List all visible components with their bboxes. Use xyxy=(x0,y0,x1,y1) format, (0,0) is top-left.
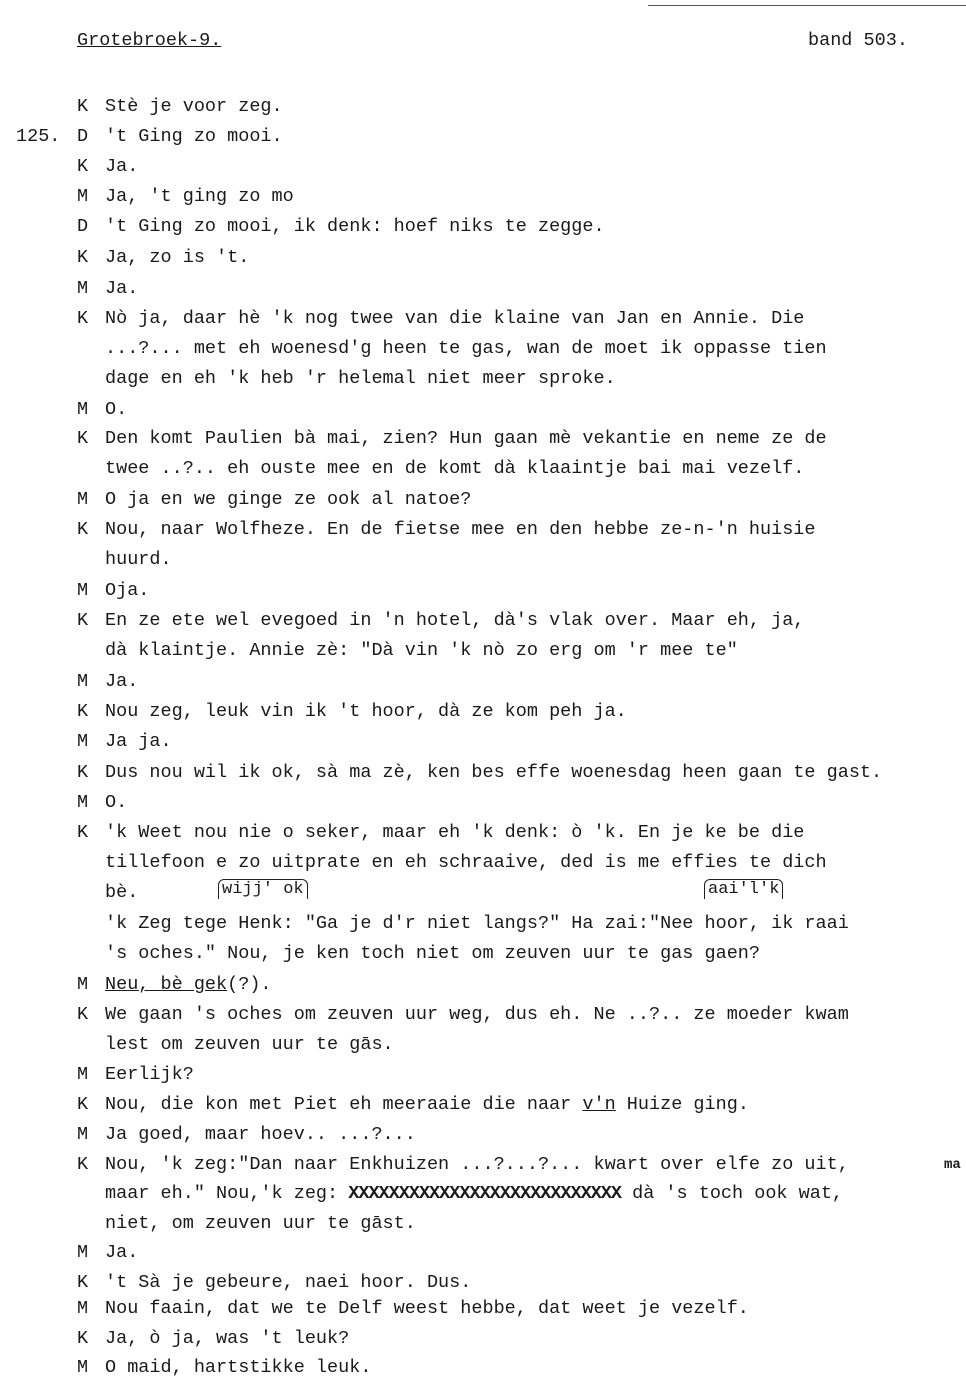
transcript-line xyxy=(77,1272,471,1294)
utterance-text: Ja, ò ja, was 't leuk? xyxy=(105,1328,350,1349)
underlined-phrase: v'n xyxy=(582,1094,616,1115)
speaker-label: M xyxy=(77,731,89,752)
transcript-line xyxy=(77,489,471,511)
insertion-bracket-left: wijj' ok xyxy=(218,880,308,899)
transcript-line xyxy=(77,247,249,269)
speaker-label: M xyxy=(77,186,89,207)
transcript-line xyxy=(77,792,127,814)
transcript-line xyxy=(77,1004,849,1026)
utterance-text: Eerlijk? xyxy=(105,1064,194,1085)
utterance-text: lest om zeuven uur te gās. xyxy=(105,1034,394,1055)
utterance-text: tillefoon e zo uitprate en eh schraaive, ded is me effies te dich xyxy=(105,852,827,873)
speaker-label: K xyxy=(77,519,89,540)
utterance-text: 'k Weet nou nie o seker, maar eh 'k denk: ò 'k. En je ke be die xyxy=(105,822,805,843)
transcript-line xyxy=(77,1094,749,1116)
transcript-line xyxy=(77,278,138,300)
transcript-line xyxy=(77,1357,371,1379)
utterance-text: Neu, bè gek(?). xyxy=(105,974,272,995)
utterance-text: Oja. xyxy=(105,580,150,601)
utterance-text: O. xyxy=(105,792,128,813)
speaker-label: K xyxy=(77,308,89,329)
utterance-text: Dus nou wil ik ok, sà ma zè, ken bes effe woenesdag heen gaan te gast. xyxy=(105,762,883,783)
utterance-text: Nou, naar Wolfheze. En de fietse mee en den hebbe ze-n-'n huisie xyxy=(105,519,816,540)
utterance-text: O ja en we ginge ze ook al natoe? xyxy=(105,489,472,510)
transcript-line xyxy=(105,1183,843,1205)
speaker-label: K xyxy=(77,428,89,449)
transcript-line xyxy=(105,1213,416,1235)
transcript-line xyxy=(105,640,738,662)
utterance-text: Ja. xyxy=(105,278,139,299)
transcript-line xyxy=(77,308,804,330)
speaker-label: M xyxy=(77,489,89,510)
speaker-label: M xyxy=(77,974,89,995)
utterance-text: Nou, die kon met Piet eh meeraaie die naar v'n Huize ging. xyxy=(105,1094,749,1115)
transcript-line xyxy=(105,943,760,965)
top-rule xyxy=(648,5,966,6)
speaker-label: M xyxy=(77,1298,89,1319)
margin-edge-mark: ma xyxy=(944,1157,961,1173)
speaker-label: K xyxy=(77,701,89,722)
speaker-label: K xyxy=(77,156,89,177)
utterance-text: Nou, 'k zeg:"Dan naar Enkhuizen ...?...?... kwart over elfe zo uit, xyxy=(105,1154,849,1175)
utterance-text: dà 's toch ook wat, xyxy=(621,1183,844,1204)
transcript-line xyxy=(77,762,882,784)
speaker-label: K xyxy=(77,1154,89,1175)
transcript-line xyxy=(77,156,138,178)
speaker-label: M xyxy=(77,1124,89,1145)
transcript-line xyxy=(77,701,627,723)
transcript-line xyxy=(77,610,804,632)
speaker-label: K xyxy=(77,762,89,783)
transcript-line xyxy=(105,549,172,571)
transcript-line xyxy=(77,428,827,450)
transcript-line xyxy=(77,519,816,541)
transcript-line xyxy=(77,96,283,118)
transcript-line xyxy=(77,216,605,238)
insertion-bracket-right: aai'l'k xyxy=(704,880,783,899)
underlined-phrase: Neu, bè gek xyxy=(105,974,228,995)
utterance-text: 's oches." Nou, je ken toch niet om zeuven uur te gas gaen? xyxy=(105,943,761,964)
utterance-text: Den komt Paulien bà mai, zien? Hun gaan mè vekantie en neme ze de xyxy=(105,428,827,449)
utterance-text: O. xyxy=(105,399,128,420)
utterance-text: maar eh." Nou,'k zeg: xyxy=(105,1183,339,1204)
utterance-text: O maid, hartstikke leuk. xyxy=(105,1357,372,1378)
speaker-label: K xyxy=(77,1328,89,1349)
transcript-line xyxy=(105,882,138,904)
utterance-text: niet, om zeuven uur te gāst. xyxy=(105,1213,416,1234)
utterance-text: Nò ja, daar hè 'k nog twee van die klaine van Jan en Annie. Die xyxy=(105,308,805,329)
utterance-text: ...?... met eh woenesd'g heen te gas, wan de moet ik oppasse tien xyxy=(105,338,827,359)
utterance-text: 't Sà je gebeure, naei hoor. Dus. xyxy=(105,1272,472,1293)
utterance-text: 't Ging zo mooi, ik denk: hoef niks te zegge. xyxy=(105,216,605,237)
speaker-label: K xyxy=(77,96,89,117)
document-title: Grotebroek-9. xyxy=(77,30,222,51)
utterance-text: Ja. xyxy=(105,671,139,692)
transcript-line xyxy=(77,974,272,996)
transcript-line xyxy=(77,1124,416,1146)
speaker-label: D xyxy=(77,126,89,147)
transcript-line xyxy=(105,458,804,480)
transcript-line xyxy=(77,671,138,693)
utterance-text: Nou faain, dat we te Delf weest hebbe, dat weet je vezelf. xyxy=(105,1298,749,1319)
speaker-label: M xyxy=(77,1357,89,1378)
utterance-text: En ze ete wel evegoed in 'n hotel, dà's vlak over. Maar eh, ja, xyxy=(105,610,805,631)
speaker-label: K xyxy=(77,1004,89,1025)
transcript-line xyxy=(77,822,804,844)
utterance-text: dà klaintje. Annie zè: "Dà vin 'k nò zo erg om 'r mee te" xyxy=(105,640,738,661)
transcript-line xyxy=(77,580,149,602)
speaker-label: M xyxy=(77,671,89,692)
transcript-line xyxy=(77,399,127,421)
utterance-text: Ja, 't ging zo mo xyxy=(105,186,294,207)
transcript-line xyxy=(77,1064,194,1086)
transcript-line xyxy=(105,913,849,935)
speaker-label: M xyxy=(77,1064,89,1085)
speaker-label: K xyxy=(77,247,89,268)
band-number: band 503. xyxy=(808,30,908,51)
transcript-line xyxy=(77,186,294,208)
transcript-line xyxy=(77,126,283,148)
speaker-label: K xyxy=(77,1094,89,1115)
utterance-text: Ja. xyxy=(105,156,139,177)
speaker-label: M xyxy=(77,792,89,813)
utterance-text: Stè je voor zeg. xyxy=(105,96,283,117)
utterance-text: bè. xyxy=(105,882,139,903)
transcript-line xyxy=(77,731,172,753)
utterance-text: Ja, zo is 't. xyxy=(105,247,250,268)
speaker-label: K xyxy=(77,1272,89,1293)
speaker-label: M xyxy=(77,399,89,420)
utterance-text: Ja. xyxy=(105,1242,139,1263)
speaker-label: M xyxy=(77,1242,89,1263)
struck-out-text: XXXXXXXXXXXXXXXXXXXXXXXXXXX xyxy=(338,1183,621,1204)
transcript-line xyxy=(77,1298,749,1320)
speaker-label: M xyxy=(77,580,89,601)
speaker-label: K xyxy=(77,822,89,843)
utterance-text: Nou zeg, leuk vin ik 't hoor, dà ze kom peh ja. xyxy=(105,701,627,722)
utterance-text: dage en eh 'k heb 'r helemal niet meer sproke. xyxy=(105,368,616,389)
transcript-line xyxy=(77,1242,138,1264)
speaker-label: K xyxy=(77,610,89,631)
transcript-line xyxy=(105,1034,394,1056)
transcript-line xyxy=(77,1328,349,1350)
margin-line-number: 125. xyxy=(16,126,61,147)
transcript-line xyxy=(105,368,616,390)
utterance-text: 't Ging zo mooi. xyxy=(105,126,283,147)
transcript-line xyxy=(105,852,827,874)
speaker-label: D xyxy=(77,216,89,237)
transcript-line xyxy=(77,1154,849,1176)
utterance-text: huurd. xyxy=(105,549,172,570)
utterance-text: 'k Zeg tege Henk: "Ga je d'r niet langs?" Ha zai:"Nee hoor, ik raai xyxy=(105,913,849,934)
transcript-line xyxy=(105,338,827,360)
utterance-text: We gaan 's oches om zeuven uur weg, dus eh. Ne ..?.. ze moeder kwam xyxy=(105,1004,849,1025)
utterance-text: Ja ja. xyxy=(105,731,172,752)
speaker-label: M xyxy=(77,278,89,299)
utterance-text: Ja goed, maar hoev.. ...?... xyxy=(105,1124,416,1145)
utterance-text: twee ..?.. eh ouste mee en de komt dà klaaintje bai mai vezelf. xyxy=(105,458,805,479)
